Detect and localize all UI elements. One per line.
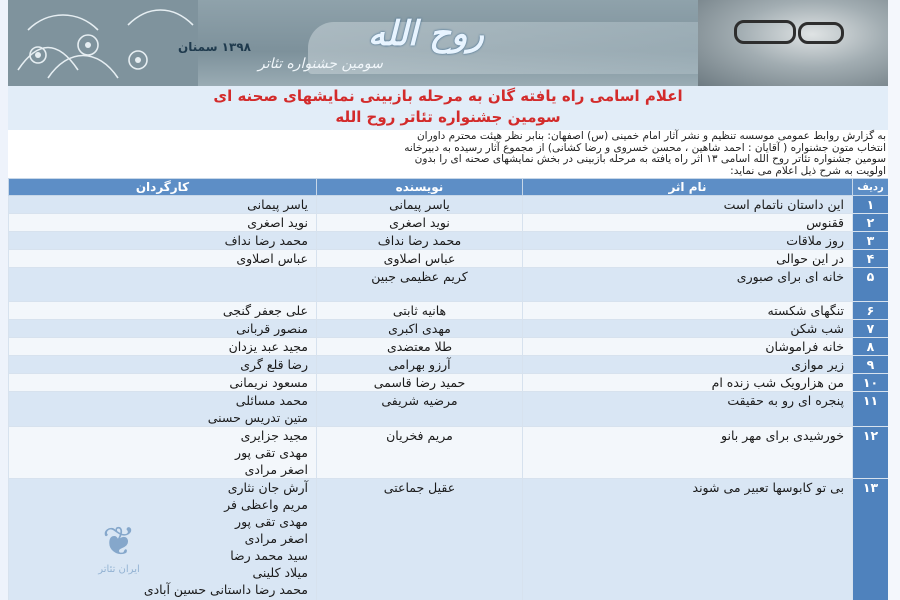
director-name: منصور قربانی <box>236 321 308 336</box>
director-name: محمد مسائلی <box>235 393 308 408</box>
director-name: مهدی تقی پور <box>235 445 308 460</box>
row-number: ۶ <box>853 302 889 320</box>
author-cell: نوید اصغری <box>317 214 523 232</box>
author-cell: کریم عظیمی جبین <box>317 268 523 302</box>
banner-date: ۱۳۹۸ سمنان <box>178 40 251 54</box>
work-title-cell: در این حوالی <box>523 250 853 268</box>
author-cell: مرضیه شریفی <box>317 392 523 427</box>
table-row <box>9 392 889 427</box>
row-number: ۵ <box>853 268 889 302</box>
row-number: ۴ <box>853 250 889 268</box>
glasses-icon <box>798 22 844 44</box>
director-name: اصغر مرادی <box>244 462 308 477</box>
work-title-cell: زیر موازی <box>523 356 853 374</box>
table-row <box>9 374 889 392</box>
work-title-cell: خورشیدی برای مهر بانو <box>523 427 853 479</box>
director-name: علی جعفر گنجی <box>222 303 308 318</box>
director-name: یاسر پیمانی <box>247 197 308 212</box>
floral-ornament-icon <box>8 0 198 86</box>
work-title-cell: شب شکن <box>523 320 853 338</box>
row-number: ۱۱ <box>853 392 889 427</box>
column-header-author: نویسنده <box>317 179 523 196</box>
director-name: محمد رضا داستانی حسین آبادی <box>143 582 308 597</box>
table-row <box>9 214 889 232</box>
table-row <box>9 250 889 268</box>
work-title-cell: ققنوس <box>523 214 853 232</box>
column-header-director: کارگردان <box>9 179 317 196</box>
announcement-headline <box>8 86 888 130</box>
director-name: سید محمد رضا <box>230 548 308 563</box>
table-row <box>9 268 889 302</box>
work-title-cell: تنگهای شکسته <box>523 302 853 320</box>
intro-line: انتخاب متون جشنواره ( آقایان : احمد شاهین ، محسن خسروی و رضا کشانی) از مجموع آثار رسیده به دبیرخانه <box>404 141 886 154</box>
director-name: مجید جزایری <box>240 428 308 443</box>
director-cell <box>9 232 317 250</box>
portrait-image <box>698 0 888 86</box>
intro-line: اولویت به شرح ذیل اعلام می نماید: <box>730 164 886 177</box>
table-row <box>9 356 889 374</box>
row-number: ۸ <box>853 338 889 356</box>
left-margin <box>0 0 8 600</box>
row-number: ۱۲ <box>853 427 889 479</box>
intro-line: به گزارش روابط عمومی موسسه تنظیم و نشر آثار امام خمینی (س) اصفهان: بنابر نظر هیئت محترم داوران <box>416 130 886 142</box>
right-margin <box>888 0 900 600</box>
director-cell <box>9 214 317 232</box>
work-title-cell: این داستان ناتمام است <box>523 196 853 214</box>
table-row <box>9 302 889 320</box>
site-watermark <box>84 520 154 590</box>
column-header-title: نام اثر <box>523 179 853 196</box>
director-cell <box>9 392 317 427</box>
author-cell: عباس اصلاوی <box>317 250 523 268</box>
festival-banner <box>8 0 888 86</box>
director-name: رضا قلع گری <box>240 357 308 372</box>
director-name: مهدی تقی پور <box>235 514 308 529</box>
row-number: ۷ <box>853 320 889 338</box>
theatre-logo-icon: ❦ <box>102 519 136 565</box>
table-row <box>9 232 889 250</box>
row-number: ۱۰ <box>853 374 889 392</box>
director-cell <box>9 356 317 374</box>
row-number: ۲ <box>853 214 889 232</box>
work-title-cell: بی تو کابوسها تعبیر می شوند <box>523 479 853 600</box>
director-cell <box>9 250 317 268</box>
table-header-row <box>9 179 889 196</box>
work-title-cell: خانه فراموشان <box>523 338 853 356</box>
director-name: مجید عبد یزدان <box>228 339 308 354</box>
row-number: ۱ <box>853 196 889 214</box>
author-cell: حمید رضا قاسمی <box>317 374 523 392</box>
work-title-cell: پنجره ای رو به حقیقت <box>523 392 853 427</box>
row-number: ۱۳ <box>853 479 889 600</box>
author-cell: مهدی اکبری <box>317 320 523 338</box>
work-title-cell: خانه ای برای صبوری <box>523 268 853 302</box>
headline-line-2: سومین جشنواره تئاتر روح الله <box>335 108 561 126</box>
director-name: نوید اصغری <box>247 215 308 230</box>
row-number: ۹ <box>853 356 889 374</box>
work-title-cell: روز ملاقات <box>523 232 853 250</box>
author-cell: مریم فخریان <box>317 427 523 479</box>
director-cell <box>9 427 317 479</box>
table-row <box>9 338 889 356</box>
author-cell: طلا معتضدی <box>317 338 523 356</box>
director-cell <box>9 374 317 392</box>
intro-paragraph <box>180 131 886 177</box>
director-name: اصغر مرادی <box>244 531 308 546</box>
director-name: مسعود نریمانی <box>229 375 308 390</box>
director-name: آرش جان نثاری <box>227 480 308 495</box>
author-cell: هانیه ثابتی <box>317 302 523 320</box>
director-name: میلاد کلینی <box>252 565 308 580</box>
director-cell <box>9 196 317 214</box>
director-name: مریم واعظی فر <box>224 497 308 512</box>
festival-logo-subtitle: سومین جشنواره تئاتر <box>258 56 383 72</box>
author-cell: عقیل جماعتی <box>317 479 523 600</box>
director-name: عباس اصلاوی <box>236 251 308 266</box>
table-row <box>9 427 889 479</box>
director-name: محمد رضا نداف <box>224 233 308 248</box>
festival-logo-text: روح الله <box>368 14 484 54</box>
document-page <box>8 0 888 600</box>
director-name: متین تدریس حسنی <box>207 410 308 425</box>
director-cell <box>9 479 317 600</box>
director-cell <box>9 338 317 356</box>
author-cell: یاسر پیمانی <box>317 196 523 214</box>
headline-line-1: اعلام اسامی راه یافته گان به مرحله بازبینی نمایشهای صحنه ای <box>213 87 683 105</box>
director-cell <box>9 302 317 320</box>
director-cell <box>9 320 317 338</box>
work-title-cell: من هزارویک شب زنده ام <box>523 374 853 392</box>
row-number: ۳ <box>853 232 889 250</box>
watermark-text: ایران تئاتر <box>98 564 140 575</box>
author-cell: محمد رضا نداف <box>317 232 523 250</box>
glasses-icon <box>734 20 796 44</box>
author-cell: آرزو بهرامی <box>317 356 523 374</box>
intro-line: سومین جشنواره تئاتر روح الله اسامی ۱۳ اثر راه یافته به مرحله بازبینی در بخش نمایشهای صحنه ای را بدون <box>414 153 886 165</box>
column-header-num: ردیف <box>853 179 889 196</box>
director-cell <box>9 268 317 302</box>
table-row <box>9 320 889 338</box>
table-row <box>9 196 889 214</box>
